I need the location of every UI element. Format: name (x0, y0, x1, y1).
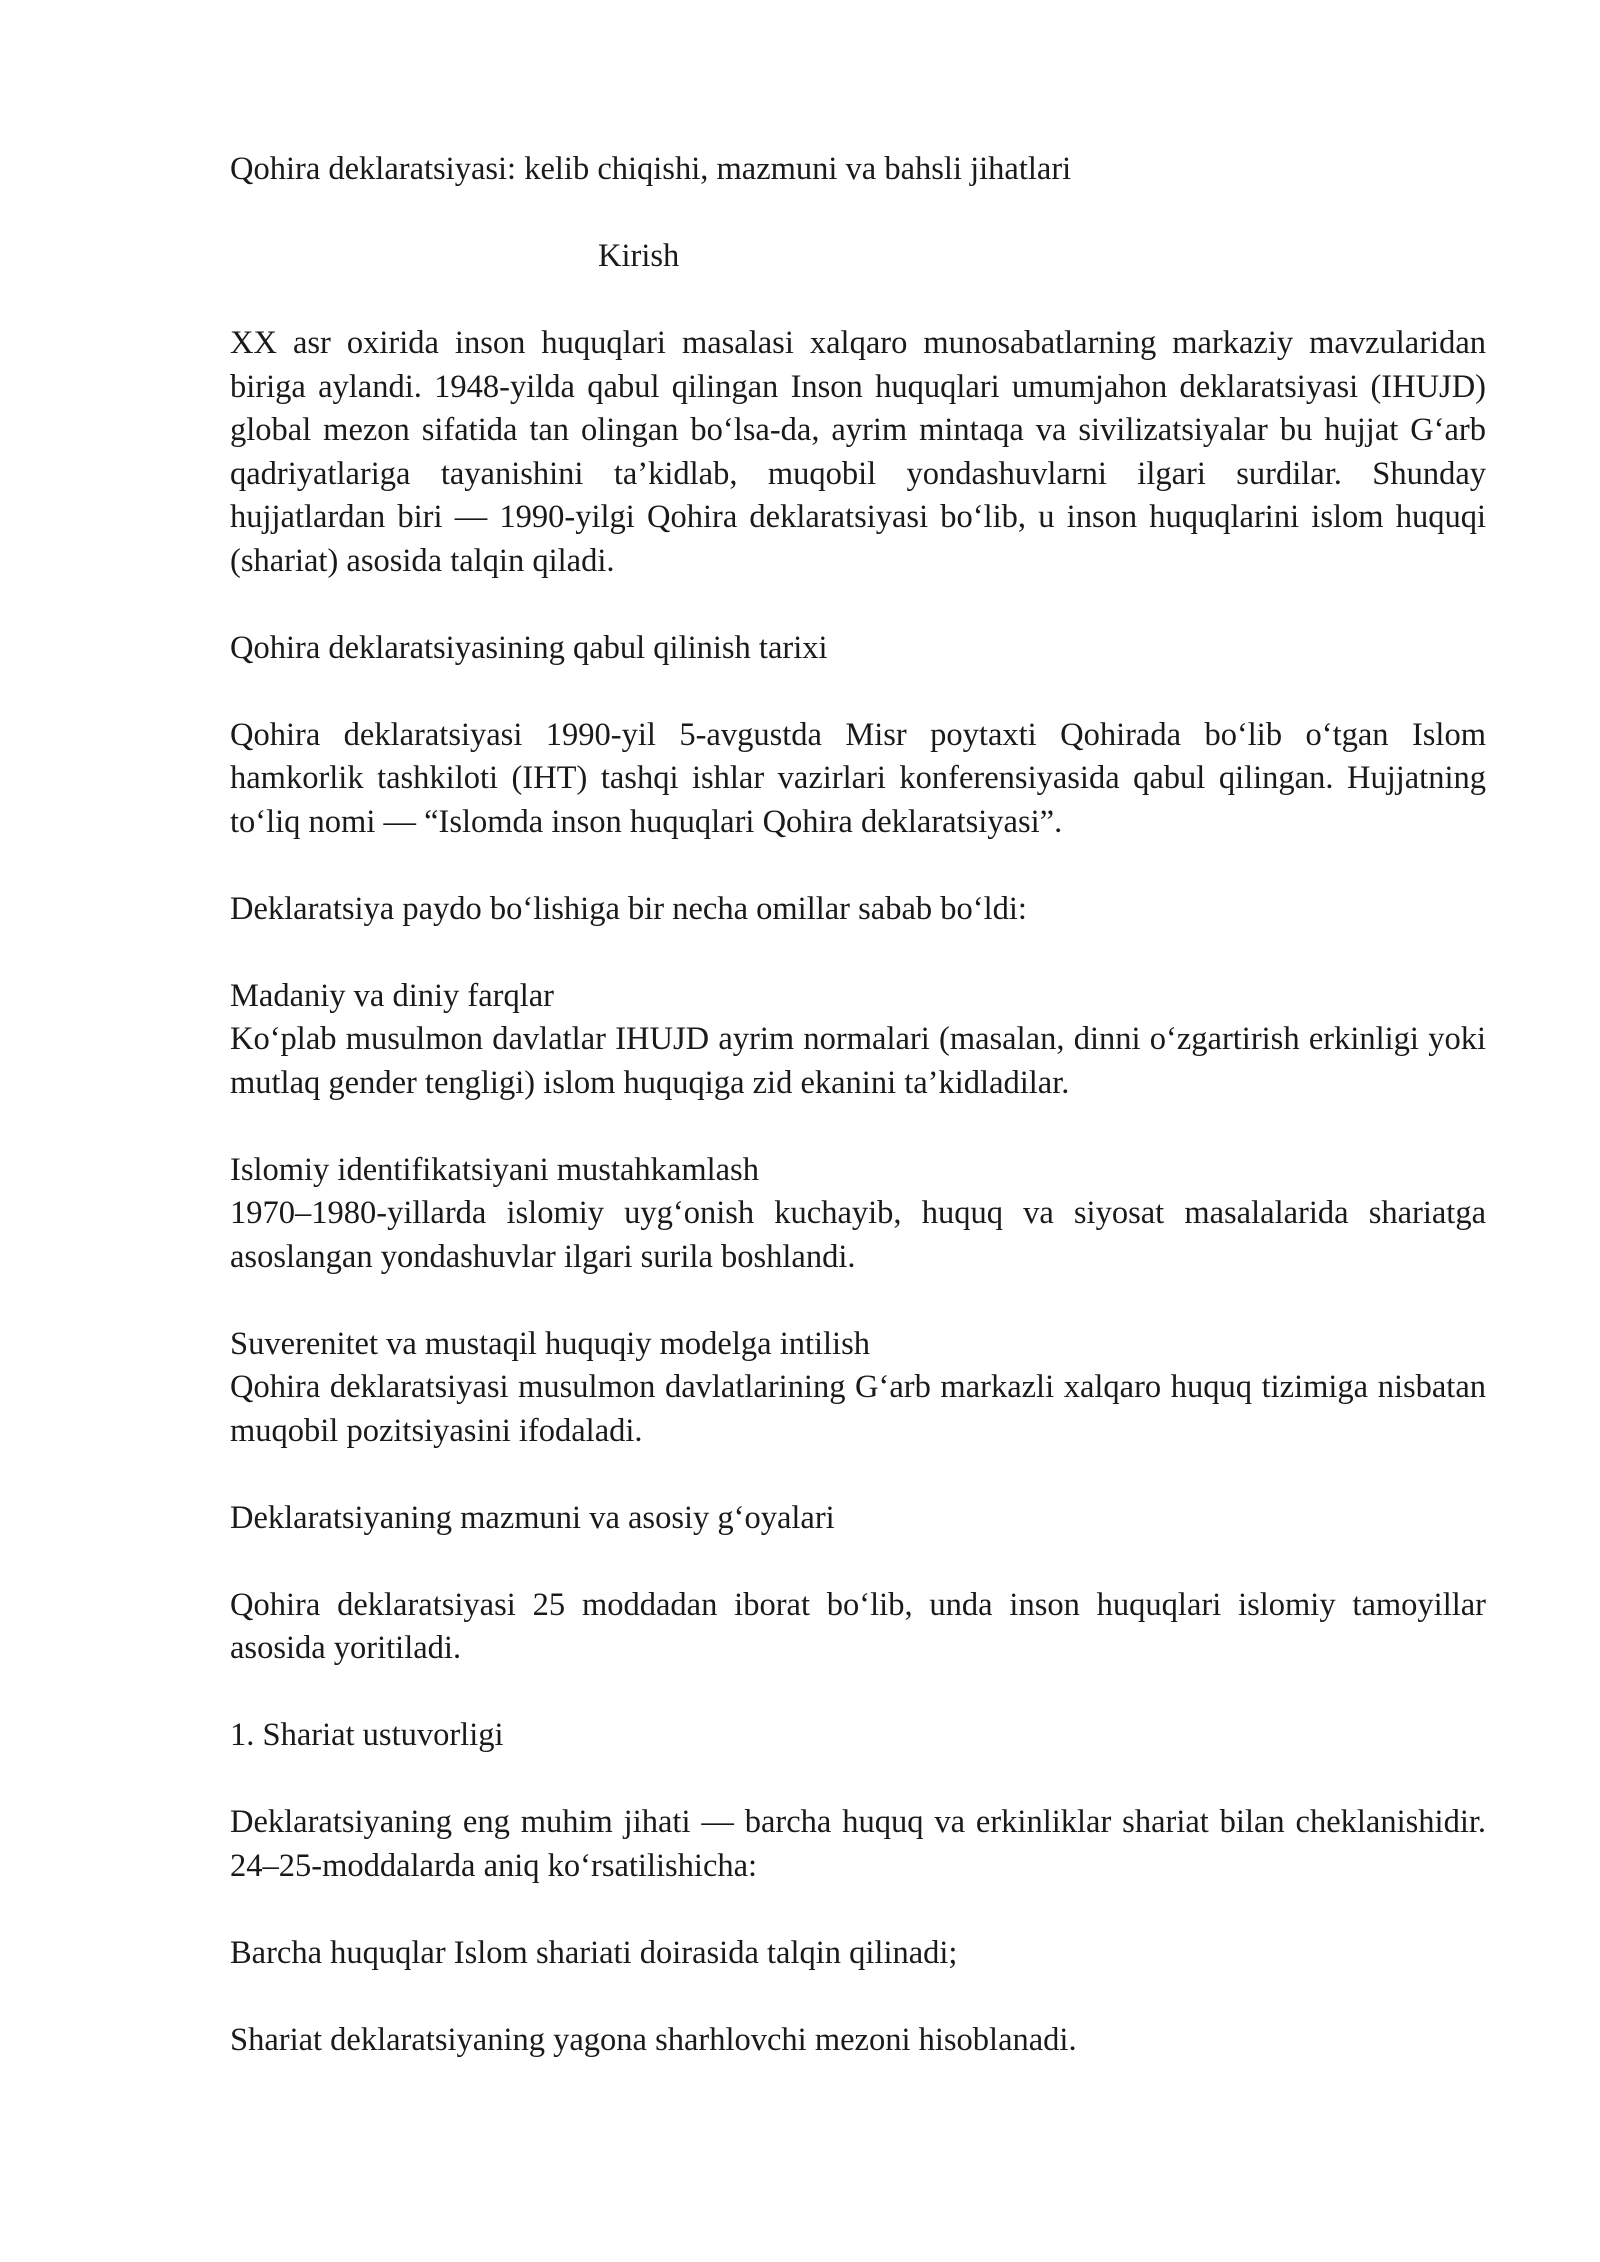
section-1-point-1: Barcha huquqlar Islom shariati doirasida talqin qilinadi; (230, 1934, 958, 1971)
factor-1-text: Ko‘plab musulmon davlatlar IHUJD ayrim normalari (masalan, dinni o‘zgartirish erkinligi yoki mutlaq gender tengligi) islom huquqiga zid ekanini ta’kidladilar. (230, 1021, 1486, 1101)
factor-3-text: Qohira deklaratsiyasi musulmon davlatlarining G‘arb markazli xalqaro huquq tizimiga nisbatan muqobil pozitsiyasini ifodaladi. (230, 1369, 1486, 1449)
factor-1-title: Madaniy va diniy farqlar (230, 977, 554, 1014)
factors-intro: Deklaratsiya paydo bo‘lishiga bir necha omillar sabab bo‘ldi: (230, 890, 1027, 927)
factor-2-title: Islomiy identifikatsiyani mustahkamlash (230, 1151, 759, 1188)
section-1-paragraph: Deklaratsiyaning eng muhim jihati — barcha huquq va erkinliklar shariat bilan cheklanishidir. 24–25-moddalarda aniq ko‘rsatilishicha: (230, 1804, 1486, 1884)
factor-2-text: 1970–1980-yillarda islomiy uyg‘onish kuchayib, huquq va siyosat masalalarida shariatga asoslangan yondashuvlar ilgari surila boshlandi. (230, 1195, 1486, 1275)
history-heading: Qohira deklaratsiyasining qabul qilinish tarixi (230, 629, 828, 666)
factor-3-title: Suverenitet va mustaqil huquqiy modelga intilish (230, 1325, 870, 1362)
history-paragraph: Qohira deklaratsiyasi 1990-yil 5-avgustda Misr poytaxti Qohirada bo‘lib o‘tgan Islom hamkorlik tashkiloti (IHT) tashqi ishlar vazirlari konferensiyasida qabul qilingan. Hujjatning to‘liq nomi — “Islomda inson huquqlari Qohira deklaratsiyasi”. (230, 716, 1486, 840)
content-paragraph: Qohira deklaratsiyasi 25 moddadan iborat bo‘lib, unda inson huquqlari islomiy tamoyillar asosida yoritiladi. (230, 1586, 1486, 1666)
section-1-heading: 1. Shariat ustuvorligi (230, 1717, 504, 1753)
section-1-point-2: Shariat deklaratsiyaning yagona sharhlovchi mezoni hisoblanadi. (230, 2021, 1077, 2058)
intro-heading: Kirish (598, 238, 680, 274)
document-title: Qohira deklaratsiyasi: kelib chiqishi, mazmuni va bahsli jihatlari (230, 151, 1072, 187)
intro-paragraph: XX asr oxirida inson huquqlari masalasi xalqaro munosabatlarning markaziy mavzularidan biriga aylandi. 1948-yilda qabul qilingan Inson huquqlari umumjahon deklaratsiyasi (IHUJD) global mezon sifatida tan olingan bo‘lsa-da, ayrim mintaqa va sivilizatsiyalar bu hujjat G‘arb qadriyatlariga tayanishini ta’kidlab, muqobil yondashuvlarni ilgari surdilar. Shunday hujjatlardan biri — 1990-yilgi Qohira deklaratsiyasi bo‘lib, u inson huquqlarini islom huquqi (shariat) asosida talqin qiladi. (230, 325, 1486, 579)
document-page (230, 148, 1486, 2062)
content-heading: Deklaratsiyaning mazmuni va asosiy g‘oyalari (230, 1499, 835, 1536)
